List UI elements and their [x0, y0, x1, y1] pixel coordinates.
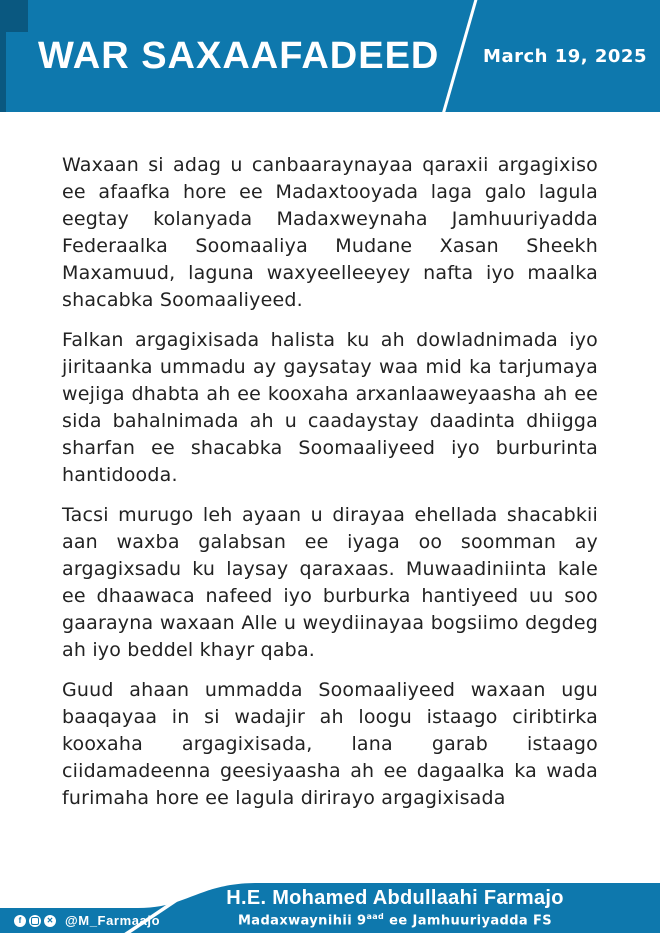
- page-title: WAR SAXAAFADEED: [38, 34, 440, 77]
- body-paragraph: Tacsi murugo leh ayaan u dirayaa ehellada shacabkii aan waxba galabsan ee iyaga oo soomman ay argagixsadu ku laysay qaraxaas. Muwaadiniinta kale ee dhaawaca nafeed iyo burburka hantiyeed uu soo gaarayna waxaan Alle u weydiinayaa bogsiimo degdeg ah iyo beddel khayr qaba.: [62, 504, 598, 661]
- body-paragraph: Waxaan si adag u canbaaraynayaa qaraxii argagixiso ee afaafka hore ee Madaxtooyada laga galo lagula eegtay kolanyada Madaxweynaha Jamhuuriyadda Federaalka Soomaaliya Mudane Xasan Sheekh Maxamuud, laguna waxyeelleeyey nafta iyo maalka shacabka Soomaaliyeed.: [62, 154, 598, 311]
- press-release-body: [0, 112, 660, 825]
- social-handle[interactable]: @M_Farmaajo: [65, 913, 161, 928]
- social-row: [14, 913, 160, 928]
- president-title: Madaxwaynihii $9^{aad}$ ee Jamhuuriyadda FS: [237, 911, 553, 928]
- header-banner: [0, 0, 660, 112]
- left-edge-accent: [0, 0, 6, 112]
- instagram-icon[interactable]: [29, 915, 41, 927]
- diagonal-divider: [441, 0, 479, 118]
- president-name: H.E. Mohamed Abdullaahi Farmajo: [226, 886, 564, 909]
- body-paragraph: Falkan argagixisada halista ku ah dowladnimada iyo jiritaanka ummadu ay gaysatay waa mid ka tarjumaya wejiga dhabta ah ee kooxaha arxanlaaweyaasha ah ee sida bahalnimada ah u caadaystay daadinta dhiigga sharfan ee shacabka Soomaaliyeed iyo burburinta hantidooda.: [62, 329, 598, 486]
- footer-banner: [0, 883, 660, 933]
- signature-block: [210, 887, 580, 928]
- body-paragraph: Guud ahaan ummadda Soomaaliyeed waxaan ugu baaqayaa in si wadajir ah loogu istaago ciribtirka kooxaha argagixisada, lana garab istaago ciidamadeenna geesiyaasha ah ee dagaalka ka wada furimaha hore ee lagula dirirayo argagixisada: [62, 679, 598, 809]
- x-icon[interactable]: ✕: [44, 915, 56, 927]
- date-label: March 19, 2025: [483, 45, 647, 67]
- facebook-icon[interactable]: f: [14, 915, 26, 927]
